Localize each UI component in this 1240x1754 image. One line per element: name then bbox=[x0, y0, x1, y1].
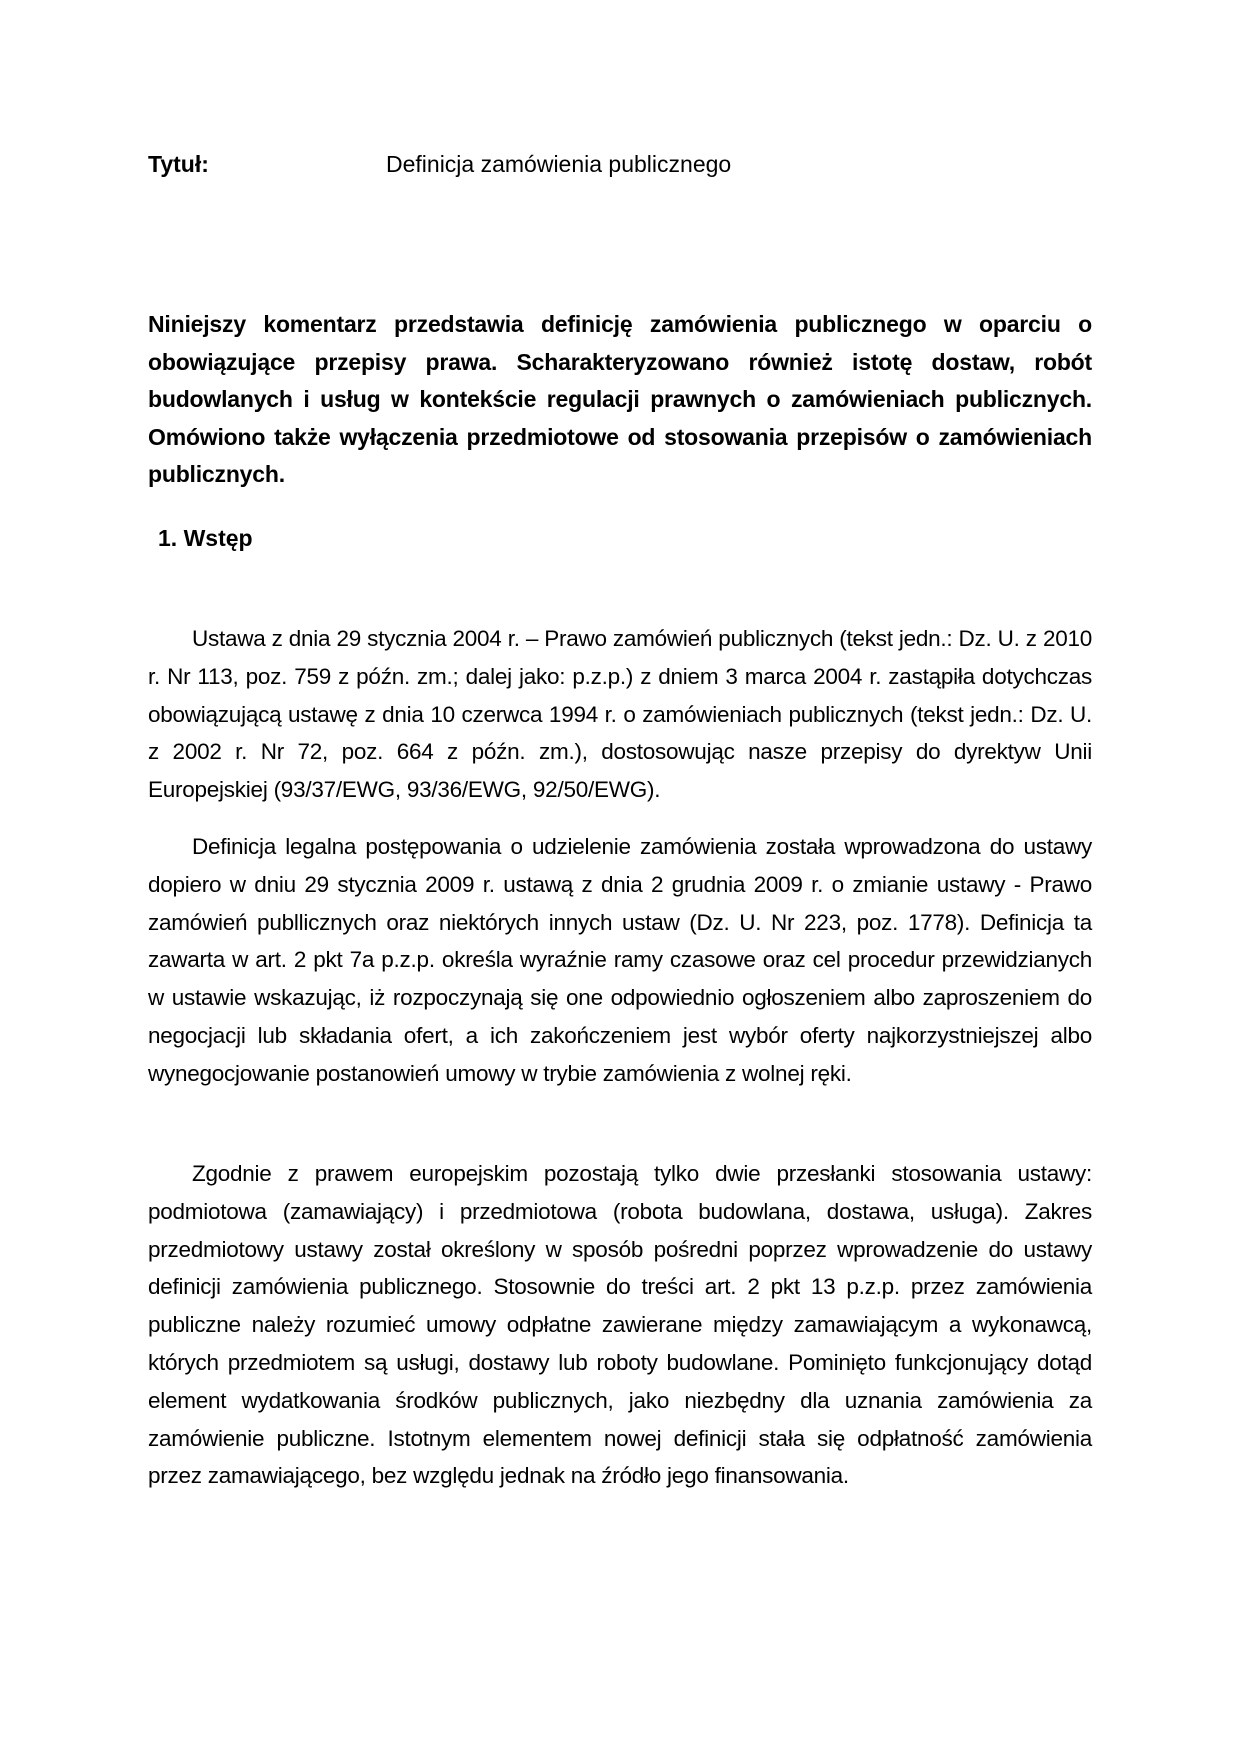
section-heading-intro: 1. Wstęp bbox=[158, 525, 253, 551]
abstract: Niniejszy komentarz przedstawia definicję zamówienia publicznego w oparciu o obowiązujące przepisy prawa. Scharakteryzowano również istotę dostaw, robót budowlanych i usług w kontekście regulacji prawnych o zamówieniach publicznych. Omówiono także wyłączenia przedmiotowe od stosowania przepisów o zamówieniach publicznych. bbox=[148, 311, 1092, 487]
paragraph-2: Definicja legalna postępowania o udzielenie zamówienia została wprowadzona do ustawy dopiero w dniu 29 stycznia 2009 r. ustawą z dnia 2 grudnia 2009 r. o zmianie ustawy - Prawo zamówień publlicznych oraz niektórych innych ustaw (Dz. U. Nr 223, poz. 1778). Definicja ta zawarta w art. 2 pkt 7a p.z.p. określa wyraźnie ramy czasowe oraz cel procedur przewidzianych w ustawie wskazując, iż rozpoczynają się one odpowiednio ogłoszeniem albo zaproszeniem do negocjacji lub składania ofert, a ich zakończeniem jest wybór oferty najkorzystniejszej albo wynegocjowanie postanowień umowy w trybie zamówienia z wolnej ręki. bbox=[148, 834, 1092, 1086]
paragraph-3: Zgodnie z prawem europejskim pozostają tylko dwie przesłanki stosowania ustawy: podmiotowa (zamawiający) i przedmiotowa (robota budowlana, dostawa, usługa). Zakres przedmiotowy ustawy został określony w sposób pośredni poprzez wprowadzenie do ustawy definicji zamówienia publicznego. Stosownie do treści art. 2 pkt 13 p.z.p. przez zamówienia publiczne należy rozumieć umowy odpłatne zawierane między zamawiającym a wykonawcą, których przedmiotem są usługi, dostawy lub roboty budowlane. Pominięto funkcjonujący dotąd element wydatkowania środków publicznych, jako niezbędny dla uznania zamówienia za zamówienie publiczne. Istotnym elementem nowej definicji stała się odpłatność zamówienia przez zamawiającego, bez względu jednak na źródło jego finansowania. bbox=[148, 1161, 1092, 1489]
document-title: Definicja zamówienia publicznego bbox=[386, 151, 732, 177]
paragraph-1: Ustawa z dnia 29 stycznia 2004 r. – Prawo zamówień publicznych (tekst jedn.: Dz. U. z 2010 r. Nr 113, poz. 759 z późn. zm.; dalej jako: p.z.p.) z dniem 3 marca 2004 r. zastąpiła dotychczas obowiązującą ustawę z dnia 10 czerwca 1994 r. o zamówieniach publicznych (tekst jedn.: Dz. U. z 2002 r. Nr 72, poz. 664 z późn. zm.), dostosowując nasze przepisy do dyrektyw Unii Europejskiej (93/37/EWG, 93/36/EWG, 92/50/EWG). bbox=[148, 626, 1092, 803]
title-label: Tytuł: bbox=[148, 151, 209, 177]
